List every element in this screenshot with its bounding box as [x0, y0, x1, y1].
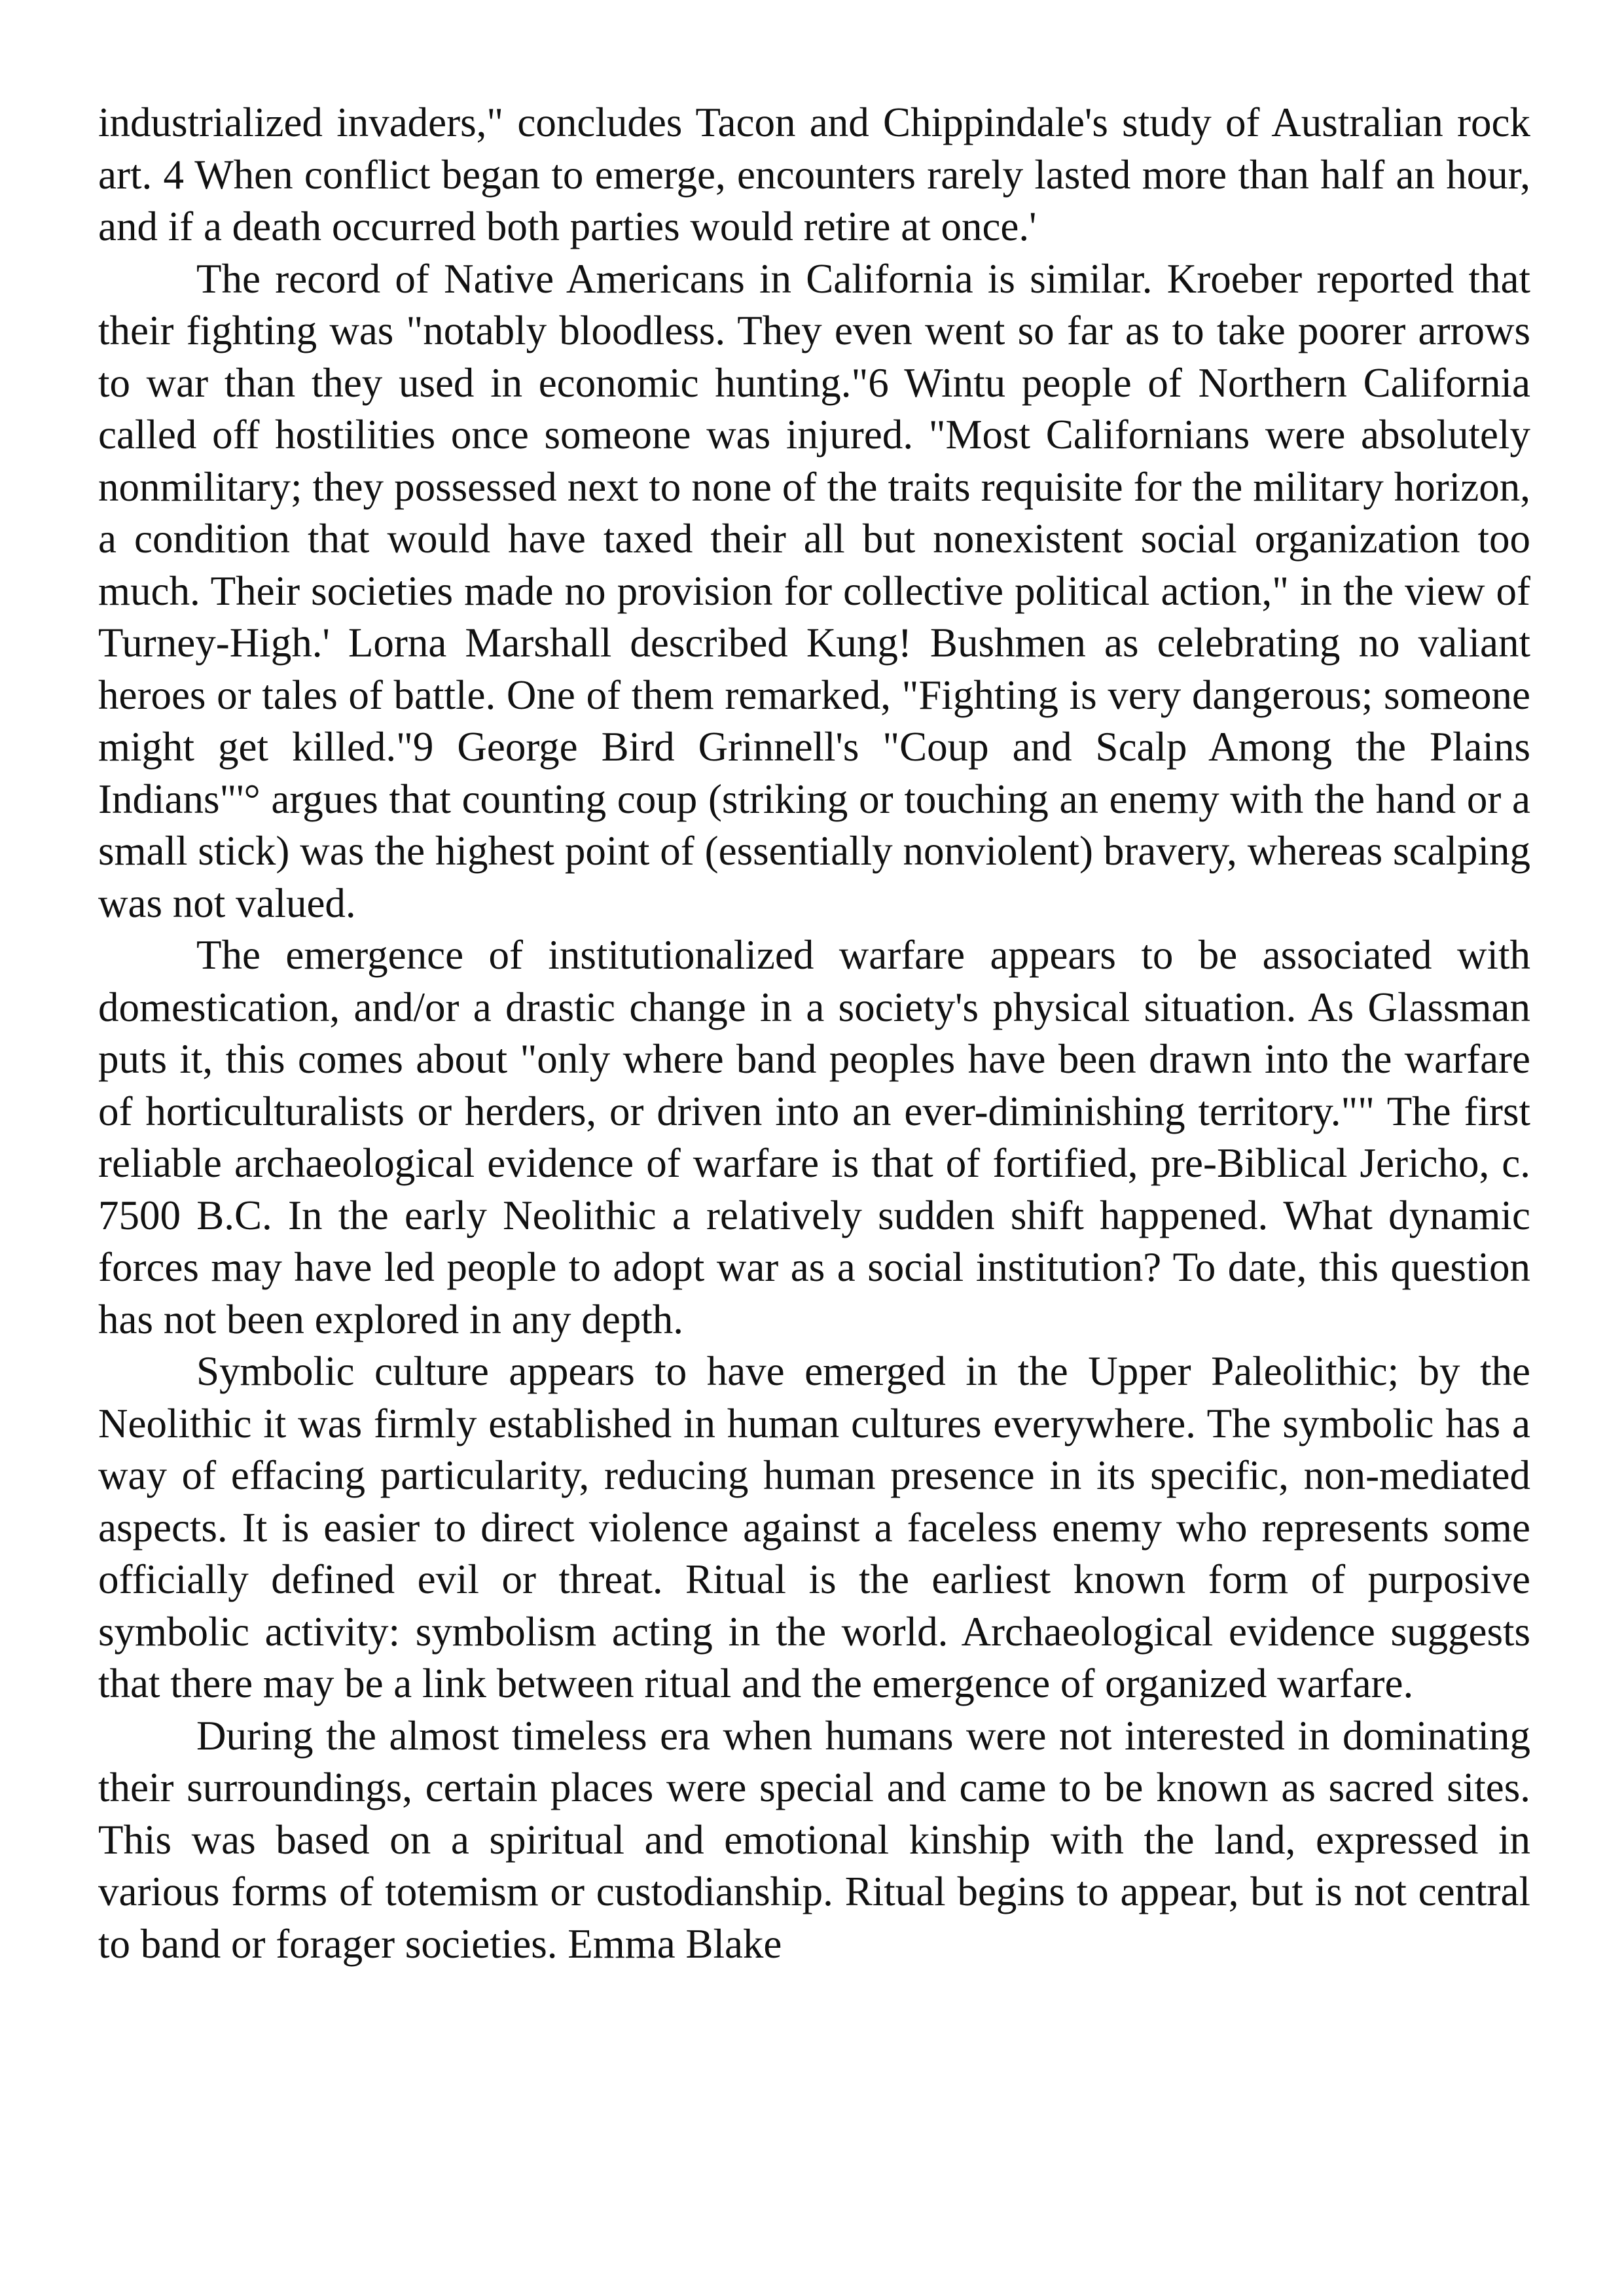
- paragraph-4: Symbolic culture appears to have emerged in the Upper Paleolithic; by the Neolithic it was firmly established in human cultures everywhere. The symbolic has a way of effacing particularity, reducing human presence in its specific, non-mediated aspects. It is easier to direct violence against a faceless enemy who represents some officially defined evil or threat. Ritual is the earliest known form of purposive symbolic activity: symbolism acting in the world. Archaeological evidence suggests that there may be a link between ritual and the emergence of organized warfare.: [98, 1348, 1530, 1706]
- paragraph-5: During the almost timeless era when humans were not interested in dominating their surroundings, certain places were special and came to be known as sacred sites. This was based on a spiritual and emotional kinship with the land, expressed in various forms of totemism or custodianship. Ritual begins to appear, but is not central to band or forager societies. Emma Blake: [98, 1712, 1530, 1967]
- paragraph-2: The record of Native Americans in California is similar. Kroeber reported that their fighting was "notably bloodless. They even went so far as to take poorer arrows to war than they used in economic hunting."6 Wintu people of Northern California called off hostilities once someone was injured. "Most Californians were absolutely nonmilitary; they possessed next to none of the traits requisite for the military horizon, a condition that would have taxed their all but nonexistent social organization too much. Their societies made no provision for collective political action," in the view of Turney-High.' Lorna Marshall described Kung! Bushmen as celebrating no valiant heroes or tales of battle. One of them remarked, "Fighting is very dangerous; someone might get killed."9 George Bird Grinnell's "Coup and Scalp Among the Plains Indians"'° argues that counting coup (striking or touching an enemy with the hand or a small stick) was the highest point of (essentially nonviolent) bravery, whereas scalping was not valued.: [98, 255, 1530, 926]
- paragraph-1: industrialized invaders," concludes Tacon and Chippindale's study of Australian rock art. 4 When conflict began to emerge, encounters rarely lasted more than half an hour, and if a death occurred both parties would retire at once.': [98, 99, 1530, 249]
- paragraph-3: The emergence of institutionalized warfare appears to be associated with domestication, and/or a drastic change in a society's physical situation. As Glassman puts it, this comes about "only where band peoples have been drawn into the warfare of horticulturalists or herders, or driven into an ever-diminishing territory."" The first reliable archaeological evidence of warfare is that of fortified, pre-Biblical Jericho, c. 7500 B.C. In the early Neolithic a relatively sudden shift happened. What dynamic forces may have led people to adopt war as a social institution? To date, this question has not been explored in any depth.: [98, 932, 1530, 1342]
- body-text: [98, 97, 1530, 1970]
